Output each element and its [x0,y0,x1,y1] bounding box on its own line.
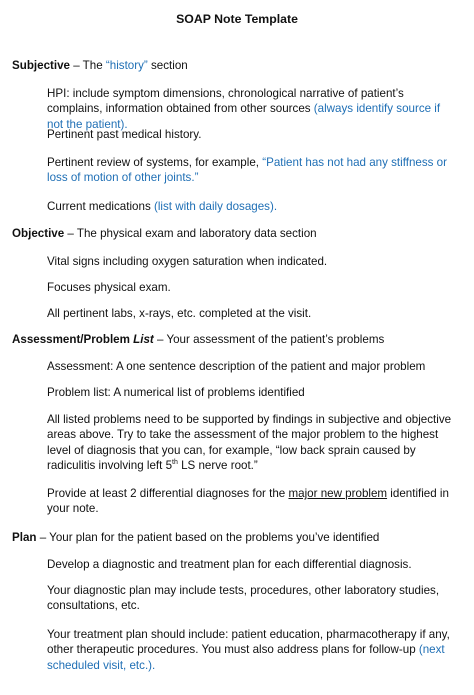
focused-exam-item: Focuses physical exam. [47,281,171,294]
support-text: All listed problems need to be supported by findings in subjective and objective areas above. Try to take the assessment of the major problem to the highest level of diagnosis that you can, for example, “low back sprain caused by radiculitis involving left 5 [47,413,452,473]
diff-text-a: Provide at least 2 differential diagnoses for the [47,487,289,500]
objective-rest: – The physical exam and laboratory data section [64,227,317,240]
pmh-item: Pertinent past medical history. [47,128,202,141]
diagnostic-plan-item: Your diagnostic plan may include tests, procedures, other laboratory studies, consultations, etc. [47,584,440,613]
assessment-heading-italic: List [133,333,154,346]
assessment-rest: – Your assessment of the patient’s problems [153,333,385,346]
ros-item [47,155,457,186]
diff-text-b: identified in your note. [47,487,449,516]
vitals-item: Vital signs including oxygen saturation when indicated. [47,255,328,268]
hpi-text: HPI: include symptom dimensions, chronological narrative of patient’s complains, information obtained from other sources [47,87,404,116]
plan-rest: – Your plan for the patient based on the problems you’ve identified [36,531,380,544]
diff-underlined: major new problem [288,487,388,500]
ros-text: Pertinent review of systems, for example, [47,156,263,169]
assessment-item: Assessment: A one sentence description of the patient and major problem [47,360,426,373]
develop-plan-item: Develop a diagnostic and treatment plan for each differential diagnosis. [47,558,412,571]
objective-heading-line [12,226,317,241]
labs-item: All pertinent labs, x-rays, etc. completed at the visit. [47,307,312,320]
treatment-note: (next scheduled visit, etc.). [47,643,445,672]
differential-item [47,486,457,517]
plan-heading-line [12,530,379,545]
ros-example: “Patient has not had any stiffness or loss of motion of other joints.” [47,156,447,185]
subjective-dash: – The [70,59,106,72]
hpi-item [47,86,457,132]
hpi-note: (always identify source if not the patient). [47,102,441,131]
support-superscript: th [172,459,178,467]
meds-item [47,199,457,214]
treatment-plan-item [47,627,457,673]
assessment-heading: Assessment/Problem [12,333,134,346]
subjective-heading-line [12,58,188,73]
page-title: SOAP Note Template [176,12,298,26]
subjective-rest: section [147,59,188,72]
meds-note: (list with daily dosages). [153,200,278,213]
problem-list-item: Problem list: A numerical list of problems identified [47,386,305,399]
history-word: “history” [105,59,148,72]
treatment-text: Your treatment plan should include: patient education, pharmacotherapy if any, other therapeutic procedures. You must also address plans for follow-up [47,628,450,657]
meds-text: Current medications [47,200,154,213]
support-end: LS nerve root.” [177,459,258,473]
plan-heading: Plan [12,531,37,544]
subjective-heading: Subjective [12,59,70,72]
supported-problems-item [47,412,457,474]
assessment-heading-line [12,332,384,347]
objective-heading: Objective [12,227,65,240]
